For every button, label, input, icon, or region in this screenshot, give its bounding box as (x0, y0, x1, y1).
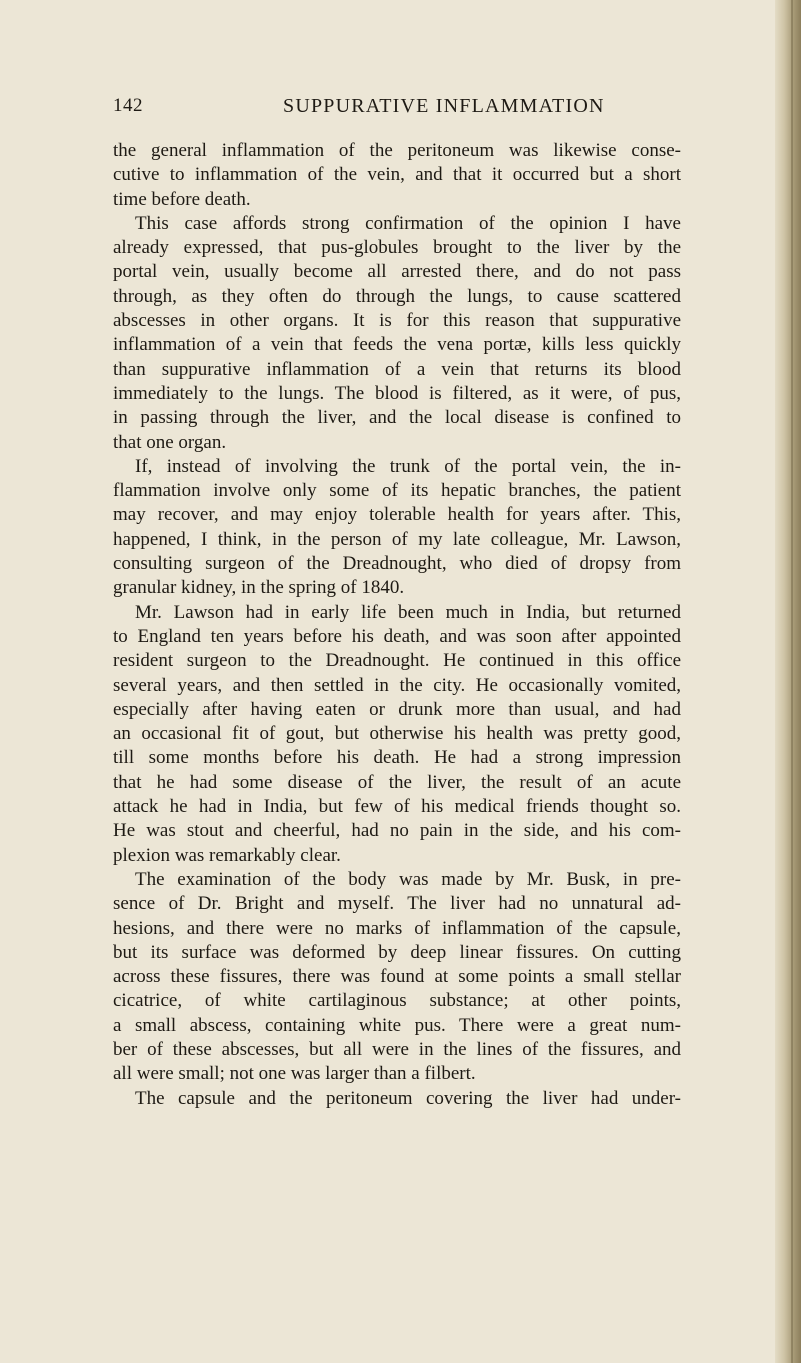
text-line: hesions, and there were no marks of inflammation of the capsule, (113, 917, 681, 939)
text-line: time before death. (113, 188, 251, 210)
text-line: consulting surgeon of the Dreadnought, who died of dropsy from (113, 553, 681, 575)
text-line: than suppurative inflammation of a vein that returns its blood (113, 358, 681, 380)
text-line: but its surface was deformed by deep linear fissures. On cutting (113, 941, 681, 963)
text-line: happened, I think, in the person of my late colleague, Mr. Lawson, (113, 528, 681, 550)
text-line: If, instead of involving the trunk of the portal vein, the in- (135, 455, 681, 477)
body-text (113, 139, 681, 1111)
text-line: especially after having eaten or drunk more than usual, and had (113, 698, 681, 720)
page-edge-shadow (775, 0, 801, 1363)
text-line: the general inflammation of the peritoneum was likewise conse- (113, 140, 681, 161)
text-line: The capsule and the peritoneum covering the liver had under- (135, 1087, 681, 1109)
text-line: plexion was remarkably clear. (113, 844, 341, 866)
text-line: cutive to inflammation of the vein, and that it occurred but a short (113, 164, 681, 186)
text-line: already expressed, that pus-globules brought to the liver by the (113, 237, 681, 259)
text-line: granular kidney, in the spring of 1840. (113, 577, 405, 599)
text-line: inflammation of a vein that feeds the vena portæ, kills less quickly (113, 334, 681, 356)
text-line: ber of these abscesses, but all were in the lines of the fissures, and (113, 1038, 681, 1060)
page-number: 142 (113, 95, 143, 116)
text-line: that he had some disease of the liver, the result of an acute (113, 771, 681, 793)
text-line: portal vein, usually become all arrested there, and do not pass (113, 261, 681, 283)
text-line: attack he had in India, but few of his medical friends thought so. (113, 796, 681, 818)
page-header (113, 95, 681, 121)
text-line: an occasional fit of gout, but otherwise his health was pretty good, (113, 723, 681, 745)
text-line: may recover, and may enjoy tolerable health for years after. This, (113, 504, 681, 526)
text-line: all were small; not one was larger than a filbert. (113, 1063, 476, 1085)
text-line: cicatrice, of white cartilaginous substance; at other points, (113, 990, 681, 1012)
text-line: He was stout and cheerful, had no pain in the side, and his com- (113, 820, 681, 842)
text-line: several years, and then settled in the city. He occasionally vomited, (113, 674, 681, 696)
text-line: in passing through the liver, and the local disease is confined to (113, 407, 681, 429)
text-line: that one organ. (113, 431, 227, 453)
running-head: SUPPURATIVE INFLAMMATION (283, 95, 605, 117)
text-line: flammation involve only some of its hepatic branches, the patient (113, 480, 681, 502)
text-line: resident surgeon to the Dreadnought. He continued in this office (113, 650, 681, 672)
text-line: a small abscess, containing white pus. There were a great num- (113, 1014, 681, 1036)
text-line: This case affords strong confirmation of the opinion I have (135, 212, 681, 234)
text-line: across these fissures, there was found at some points a small stellar (113, 966, 681, 988)
text-line: to England ten years before his death, and was soon after appointed (113, 625, 681, 647)
text-line: abscesses in other organs. It is for this reason that suppurative (113, 310, 681, 332)
text-line: immediately to the lungs. The blood is filtered, as it were, of pus, (113, 382, 681, 404)
text-line: sence of Dr. Bright and myself. The liver had no unnatural ad- (113, 893, 681, 915)
text-line: Mr. Lawson had in early life been much in India, but returned (135, 601, 681, 623)
text-line: The examination of the body was made by Mr. Busk, in pre- (135, 868, 681, 890)
text-line: through, as they often do through the lungs, to cause scattered (113, 285, 681, 307)
text-line: till some months before his death. He had a strong impression (113, 747, 681, 769)
